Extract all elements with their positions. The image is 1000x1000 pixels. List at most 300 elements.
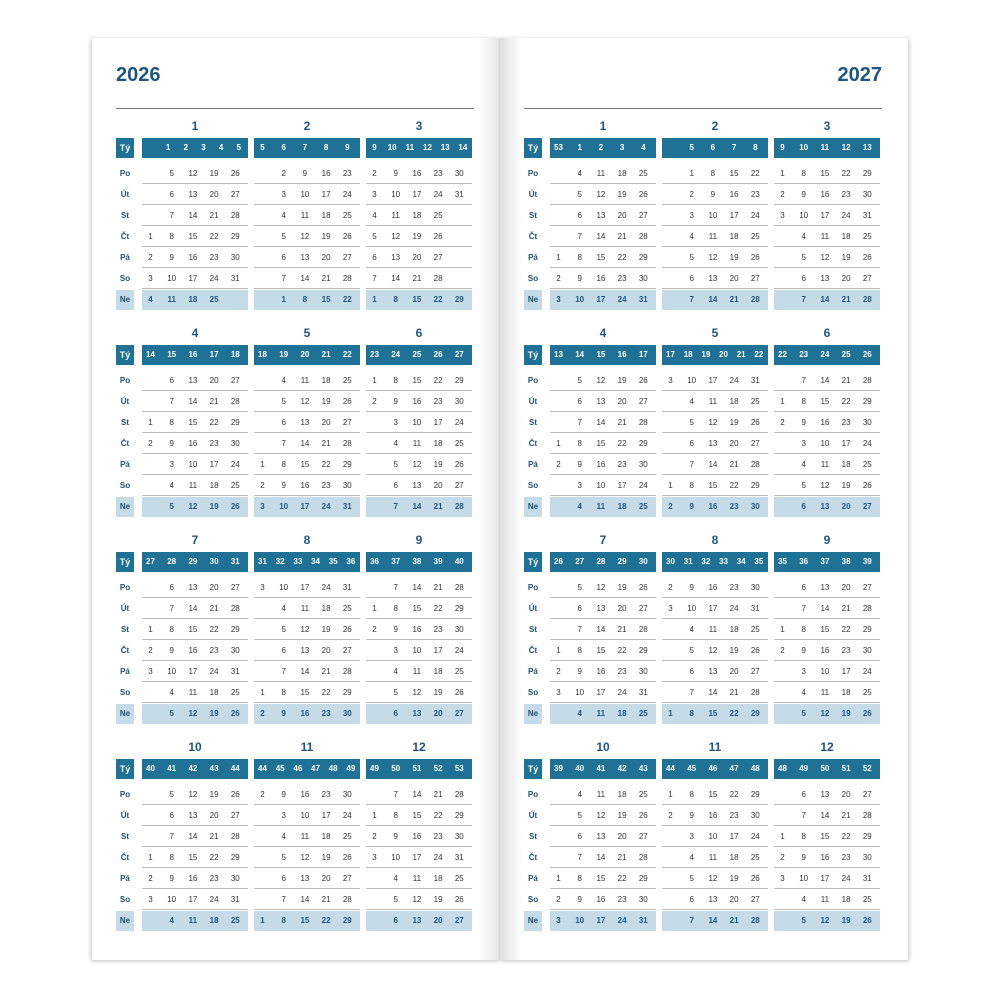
day-number: 28 [433, 274, 443, 283]
day-label: Út [528, 190, 538, 199]
day-number: 21 [321, 274, 331, 283]
day-row [366, 269, 472, 289]
day-row [774, 620, 880, 640]
day-number: 1 [668, 790, 673, 799]
day-number: 6 [281, 874, 286, 883]
day-row [366, 662, 472, 682]
day-number: 16 [708, 502, 718, 511]
day-row [774, 371, 880, 391]
day-row [662, 455, 768, 475]
month-label: 8 [303, 533, 311, 547]
day-number: 18 [617, 709, 627, 718]
day-number: 18 [841, 460, 851, 469]
day-number: 3 [689, 832, 694, 841]
day-number: 17 [412, 853, 422, 862]
day-number: 4 [689, 853, 694, 862]
day-number: 3 [801, 439, 806, 448]
day-number: 12 [300, 397, 310, 406]
day-row [254, 599, 360, 619]
day-number: 15 [596, 646, 606, 655]
day-number: 29 [638, 439, 648, 448]
week-number: 28 [167, 557, 177, 566]
day-number: 13 [708, 895, 718, 904]
day-number: 6 [801, 502, 806, 511]
week-number: 4 [218, 143, 224, 152]
day-number: 11 [596, 709, 606, 718]
day-number: 30 [638, 274, 648, 283]
day-number: 23 [729, 502, 739, 511]
day-number: 5 [393, 460, 398, 469]
day-number: 12 [188, 169, 198, 178]
day-number: 1 [148, 232, 153, 241]
day-number: 16 [820, 418, 830, 427]
day-number: 11 [820, 688, 830, 697]
day-number: 27 [454, 481, 464, 490]
day-number: 10 [300, 190, 310, 199]
day-number: 4 [169, 916, 174, 925]
day-number: 20 [433, 709, 443, 718]
sunday-row [662, 290, 768, 310]
week-number-band [662, 552, 768, 572]
day-row [254, 578, 360, 598]
day-number: 24 [862, 667, 872, 676]
day-number: 27 [342, 418, 352, 427]
day-number: 26 [750, 418, 760, 427]
day-number: 7 [169, 397, 174, 406]
day-number: 16 [188, 874, 198, 883]
week-number: 8 [753, 143, 758, 152]
week-number: 15 [596, 350, 606, 359]
day-number: 8 [302, 295, 308, 304]
day-number: 15 [729, 169, 739, 178]
day-number: 9 [169, 646, 174, 655]
day-number: 19 [841, 481, 851, 490]
day-row [254, 785, 360, 805]
day-number: 3 [393, 646, 398, 655]
day-row [774, 185, 880, 205]
day-number: 23 [729, 811, 739, 820]
day-row [142, 392, 248, 412]
day-number: 9 [302, 169, 308, 178]
sunday-row [142, 911, 248, 931]
day-number: 30 [454, 832, 464, 841]
week-number: 5 [260, 143, 265, 152]
day-number: 1 [556, 253, 561, 262]
sunday-row [774, 704, 880, 724]
week-number: 49 [346, 764, 356, 773]
week-number: 4 [641, 143, 646, 152]
week-number: 33 [719, 557, 728, 566]
sunday-row [142, 290, 248, 310]
day-label: Čt [528, 853, 538, 862]
sunday-row [550, 497, 656, 517]
day-number: 18 [729, 232, 739, 241]
day-row [550, 392, 656, 412]
day-number: 6 [689, 667, 694, 676]
day-label: St [529, 832, 537, 841]
day-label: Pá [120, 253, 130, 262]
day-number: 3 [260, 502, 265, 511]
day-number: 21 [841, 376, 851, 385]
day-number: 19 [841, 916, 851, 925]
day-number: 5 [169, 709, 174, 718]
day-number: 3 [556, 295, 561, 304]
day-number: 4 [577, 502, 582, 511]
day-label: So [119, 274, 131, 283]
day-number: 12 [820, 481, 830, 490]
day-number: 22 [342, 295, 352, 304]
day-number: 20 [209, 190, 219, 199]
day-number: 23 [209, 439, 219, 448]
day-number: 6 [577, 397, 582, 406]
day-number: 1 [780, 832, 785, 841]
week-number: 40 [454, 557, 464, 566]
day-number: 16 [412, 625, 422, 634]
day-number: 14 [596, 232, 606, 241]
day-label: Po [119, 790, 131, 799]
week-number: 53 [554, 143, 563, 152]
day-row [550, 662, 656, 682]
day-number: 30 [638, 667, 648, 676]
day-number: 20 [729, 895, 739, 904]
day-number: 30 [342, 481, 352, 490]
day-row [550, 785, 656, 805]
day-number: 26 [230, 502, 240, 511]
day-number: 18 [321, 832, 331, 841]
day-number: 6 [281, 646, 286, 655]
day-number: 18 [412, 211, 422, 220]
day-number: 11 [188, 916, 198, 925]
day-number: 14 [820, 295, 830, 304]
day-row [142, 599, 248, 619]
day-number: 17 [596, 295, 606, 304]
day-number: 16 [300, 790, 310, 799]
day-number: 19 [209, 709, 219, 718]
day-number: 27 [750, 895, 760, 904]
day-row [366, 227, 472, 247]
week-number: 16 [617, 350, 627, 359]
day-number: 27 [638, 832, 648, 841]
day-number: 4 [372, 211, 377, 220]
day-row [142, 248, 248, 268]
day-number: 11 [596, 790, 606, 799]
day-row [366, 185, 472, 205]
day-number: 22 [433, 811, 443, 820]
day-number: 28 [862, 811, 872, 820]
day-number: 26 [862, 253, 872, 262]
day-number: 2 [556, 895, 561, 904]
day-number: 13 [820, 274, 830, 283]
day-number: 14 [412, 502, 422, 511]
day-number: 20 [617, 832, 627, 841]
day-row [366, 785, 472, 805]
week-number-band [254, 138, 360, 158]
day-number: 24 [209, 274, 219, 283]
day-number: 25 [342, 604, 352, 613]
day-number: 15 [412, 295, 422, 304]
day-number: 25 [862, 232, 872, 241]
day-label: So [527, 481, 539, 490]
day-row [662, 227, 768, 247]
day-number: 16 [596, 274, 606, 283]
day-row [254, 620, 360, 640]
day-number: 30 [750, 502, 760, 511]
day-row [662, 806, 768, 826]
day-number: 19 [209, 790, 219, 799]
day-row [254, 413, 360, 433]
day-number: 10 [799, 211, 809, 220]
day-number: 10 [575, 688, 585, 697]
day-number: 6 [281, 418, 286, 427]
day-number: 25 [230, 688, 240, 697]
day-number: 10 [708, 832, 718, 841]
week-number: 18 [683, 350, 693, 359]
day-label: Ne [524, 290, 542, 310]
day-number: 29 [638, 646, 648, 655]
week-number-band [774, 552, 880, 572]
week-number: 47 [311, 764, 320, 773]
day-number: 16 [596, 460, 606, 469]
day-row [774, 869, 880, 889]
day-number: 9 [169, 253, 174, 262]
day-row [774, 413, 880, 433]
day-number: 27 [638, 604, 648, 613]
day-label: Ne [116, 497, 134, 517]
day-row [254, 641, 360, 661]
day-number: 2 [689, 190, 694, 199]
day-number: 19 [433, 688, 443, 697]
day-row [550, 248, 656, 268]
day-number: 2 [780, 646, 785, 655]
day-number: 18 [729, 397, 739, 406]
day-number: 9 [577, 895, 582, 904]
day-number: 4 [689, 232, 694, 241]
day-row [662, 785, 768, 805]
day-number: 29 [638, 253, 648, 262]
week-number: 48 [328, 764, 338, 773]
day-row [254, 248, 360, 268]
day-number: 24 [862, 439, 872, 448]
day-number: 25 [638, 790, 648, 799]
day-number: 31 [230, 895, 240, 904]
week-number: 13 [440, 143, 450, 152]
week-number-band [550, 759, 656, 779]
week-number: 13 [862, 143, 872, 152]
day-number: 28 [342, 274, 352, 283]
day-row [254, 434, 360, 454]
day-number: 26 [638, 811, 648, 820]
day-number: 25 [750, 853, 760, 862]
day-number: 21 [617, 853, 627, 862]
day-number: 29 [230, 853, 240, 862]
calendar-spread [92, 38, 908, 960]
day-row [662, 269, 768, 289]
day-number: 20 [841, 790, 851, 799]
day-number: 24 [433, 853, 443, 862]
day-number: 2 [372, 625, 377, 634]
day-number: 26 [230, 169, 240, 178]
week-number: 20 [300, 350, 310, 359]
day-number: 18 [841, 895, 851, 904]
day-row [774, 890, 880, 910]
day-number: 27 [230, 583, 240, 592]
day-row [662, 578, 768, 598]
day-number: 27 [750, 274, 760, 283]
week-number: 9 [372, 143, 377, 152]
day-number: 1 [372, 376, 377, 385]
day-number: 3 [148, 667, 153, 676]
day-number: 10 [820, 667, 830, 676]
day-label: Pá [528, 253, 538, 262]
week-number: 22 [754, 350, 764, 359]
day-number: 26 [750, 874, 760, 883]
day-number: 30 [230, 874, 240, 883]
day-number: 30 [638, 460, 648, 469]
day-number: 1 [780, 169, 785, 178]
day-number: 18 [321, 376, 331, 385]
week-number: 37 [391, 557, 401, 566]
day-number: 24 [230, 460, 240, 469]
day-row [366, 578, 472, 598]
day-number: 11 [300, 604, 310, 613]
day-row [142, 869, 248, 889]
day-label: St [529, 625, 537, 634]
day-number: 17 [188, 667, 198, 676]
day-number: 24 [750, 832, 760, 841]
day-label: Po [527, 583, 539, 592]
quarter-block [116, 737, 474, 945]
day-number: 21 [617, 232, 627, 241]
day-label: St [121, 625, 129, 634]
day-number: 6 [169, 811, 174, 820]
day-number: 12 [391, 232, 401, 241]
day-number: 4 [801, 232, 806, 241]
day-number: 17 [412, 190, 422, 199]
day-number: 4 [393, 667, 398, 676]
day-number: 21 [321, 895, 331, 904]
day-number: 3 [689, 211, 694, 220]
day-number: 6 [801, 790, 806, 799]
day-number: 28 [862, 604, 872, 613]
year-title: 2027 [837, 64, 882, 86]
day-row [366, 683, 472, 703]
sunday-row [662, 497, 768, 517]
day-number: 22 [841, 169, 851, 178]
quarter-block [524, 530, 882, 738]
day-number: 3 [393, 418, 398, 427]
week-number: 12 [423, 143, 432, 152]
week-number: 6 [281, 143, 286, 152]
day-number: 24 [750, 211, 760, 220]
day-number: 13 [596, 397, 606, 406]
day-number: 10 [279, 583, 289, 592]
day-number: 10 [412, 418, 422, 427]
day-row [550, 620, 656, 640]
week-number: 51 [841, 764, 851, 773]
day-number: 13 [820, 790, 830, 799]
day-number: 15 [300, 916, 310, 925]
day-label: Ne [524, 911, 542, 931]
day-number: 27 [342, 646, 352, 655]
day-number: 13 [820, 502, 830, 511]
day-number: 8 [689, 790, 694, 799]
day-number: 6 [281, 253, 286, 262]
day-number: 28 [638, 853, 648, 862]
week-number-band [774, 138, 880, 158]
day-number: 16 [188, 646, 198, 655]
day-row [366, 890, 472, 910]
day-number: 17 [729, 211, 739, 220]
day-number: 11 [167, 295, 176, 304]
day-number: 9 [710, 190, 716, 199]
day-number: 1 [556, 874, 561, 883]
day-row [662, 248, 768, 268]
day-number: 8 [393, 811, 398, 820]
day-number: 31 [862, 211, 872, 220]
day-number: 9 [801, 190, 806, 199]
week-number: 45 [275, 764, 285, 773]
day-number: 1 [372, 295, 377, 304]
day-number: 31 [342, 502, 352, 511]
day-number: 15 [412, 811, 422, 820]
day-number: 19 [321, 853, 331, 862]
day-number: 14 [820, 604, 830, 613]
day-number: 18 [433, 667, 443, 676]
day-number: 22 [209, 232, 219, 241]
day-label: Po [527, 376, 539, 385]
day-label: Pá [528, 874, 538, 883]
sunday-row [366, 290, 472, 310]
week-number: 38 [841, 557, 851, 566]
week-number: 36 [346, 557, 356, 566]
week-number: 9 [345, 143, 350, 152]
day-number: 30 [862, 646, 872, 655]
day-number: 10 [391, 853, 401, 862]
day-number: 2 [780, 190, 785, 199]
day-number: 21 [433, 502, 443, 511]
day-number: 16 [820, 190, 830, 199]
month-label: 1 [599, 119, 607, 133]
day-number: 2 [260, 709, 265, 718]
day-number: 6 [689, 895, 694, 904]
day-label: Pá [528, 460, 538, 469]
day-number: 24 [454, 646, 464, 655]
day-number: 2 [281, 169, 286, 178]
week-number-band [142, 345, 248, 365]
day-label: St [529, 418, 537, 427]
week-number-band [254, 345, 360, 365]
day-number: 11 [708, 853, 718, 862]
day-number: 4 [801, 688, 806, 697]
day-number: 16 [300, 481, 310, 490]
day-row [254, 371, 360, 391]
day-number: 27 [750, 667, 760, 676]
day-row [550, 683, 656, 703]
sunday-row [366, 497, 472, 517]
week-number: 14 [575, 350, 585, 359]
week-number: 39 [433, 557, 443, 566]
day-row [662, 683, 768, 703]
day-row [142, 848, 248, 868]
day-number: 18 [433, 874, 443, 883]
day-number: 1 [780, 397, 785, 406]
day-row [550, 641, 656, 661]
week-number: 22 [778, 350, 787, 359]
day-number: 20 [617, 397, 627, 406]
day-number: 21 [617, 418, 627, 427]
day-row [366, 248, 472, 268]
day-number: 22 [321, 688, 331, 697]
